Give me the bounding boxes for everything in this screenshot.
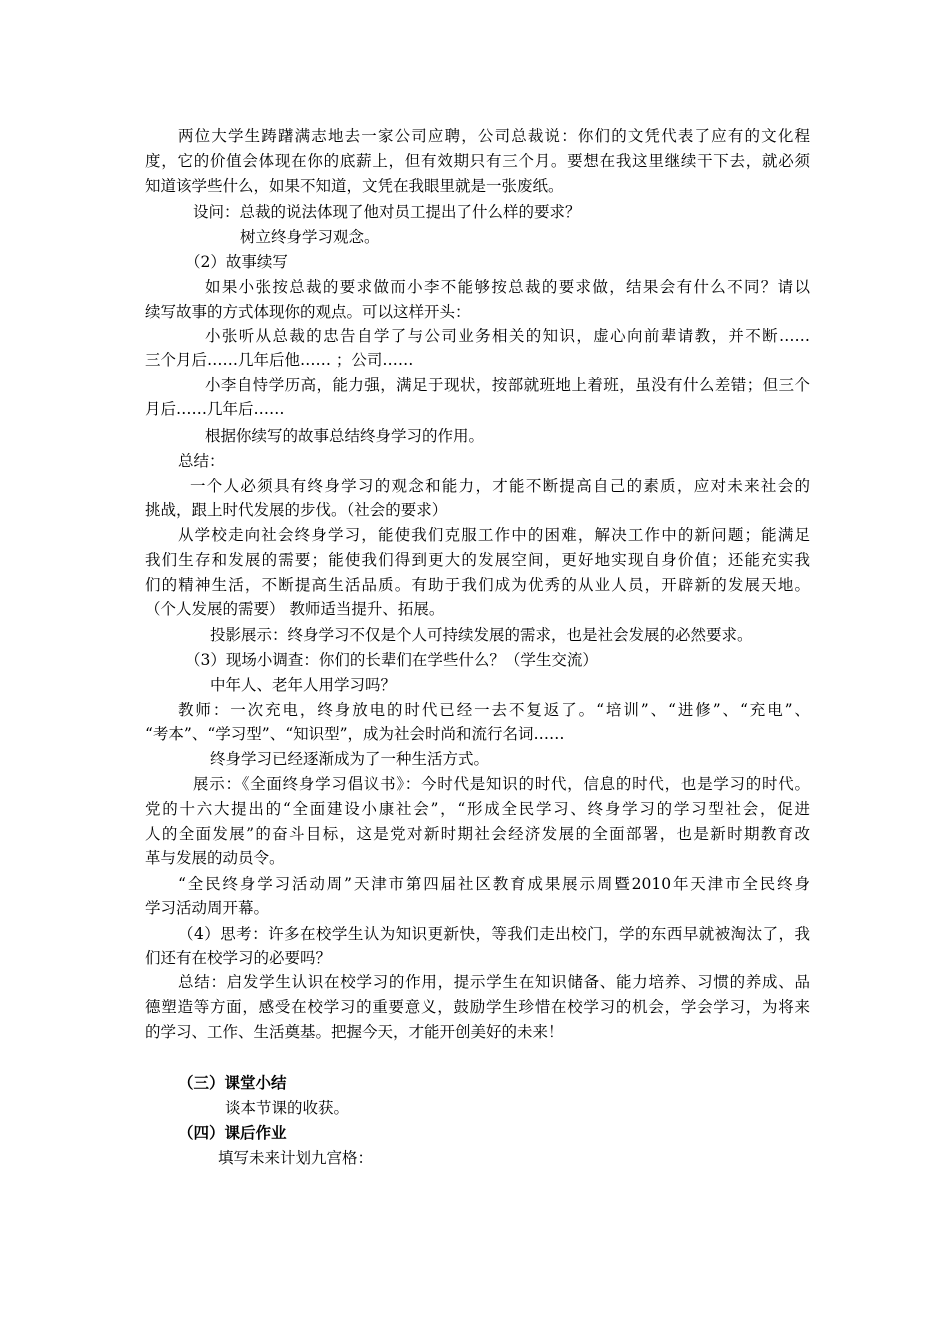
- paragraph-line: 党的十六大提出的“全面建设小康社会”，“形成全民学习、终身学习的学习型社会，促进: [145, 800, 810, 818]
- section-heading-homework: （四）课后作业: [178, 1124, 287, 1142]
- paragraph-line: 三个月后……几年后他…… ；公司……: [145, 351, 414, 369]
- paragraph-line: 中年人、老年人用学习吗？: [210, 676, 397, 694]
- paragraph-line: 们还有在校学习的必要吗？: [145, 949, 332, 967]
- paragraph-line: 的学习、工作、生活奠基。把握今天，才能开创美好的未来！: [145, 1023, 564, 1041]
- paragraph-line: 从学校走向社会终身学习，能使我们克服工作中的困难，解决工作中的新问题；能满足: [178, 526, 810, 544]
- paragraph-line: （个人发展的需要） 教师适当提升、拓展。: [145, 600, 445, 618]
- paragraph-line: 德塑造等方面，感受在校学习的重要意义，鼓励学生珍惜在校学习的机会，学会学习，为将来: [145, 998, 810, 1016]
- paragraph-line: 总结：: [178, 452, 225, 470]
- paragraph-line: 谈本节课的收获。: [225, 1099, 350, 1117]
- paragraph-line: 续写故事的方式体现你的观点。可以这样开头：: [145, 303, 471, 321]
- paragraph-line: 们的精神生活，不断提高生活品质。有助于我们成为优秀的从业人员，开辟新的发展天地。: [145, 576, 810, 594]
- paragraph-line: 填写未来计划九宫格：: [218, 1149, 374, 1167]
- paragraph-line: 知道该学些什么，如果不知道，文凭在我眼里就是一张废纸。: [145, 177, 564, 195]
- paragraph-line: 设问：总裁的说法体现了他对员工提出了什么样的要求？: [193, 203, 581, 221]
- paragraph-line: 挑战，跟上时代发展的步伐。（社会的要求）: [145, 501, 448, 519]
- section-heading-summary: （三）课堂小结: [178, 1074, 287, 1092]
- paragraph-line: “全民终身学习活动周”天津市第四届社区教育成果展示周暨2010年天津市全民终身: [178, 875, 810, 893]
- projection-note: 投影展示：终身学习不仅是个人可持续发展的需求，也是社会发展的必然要求。: [210, 626, 753, 644]
- paragraph-line: 如果小张按总裁的要求做而小李不能够按总裁的要求做，结果会有什么不同？请以: [205, 278, 810, 296]
- paragraph-line: （4）思考：许多在校学生认为知识更新快，等我们走出校门，学的东西早就被淘汰了，我: [178, 925, 810, 943]
- paragraph-line: 终身学习已经逐渐成为了一种生活方式。: [210, 750, 490, 768]
- paragraph-line: 人的全面发展”的奋斗目标，这是党对新时期社会经济发展的全面部署，也是新时期教育改: [145, 825, 810, 843]
- paragraph-line: 总结：启发学生认识在校学习的作用，提示学生在知识储备、能力培养、习惯的养成、品: [178, 973, 810, 991]
- paragraph-line: 革与发展的动员令。: [145, 849, 285, 867]
- paragraph-line: 树立终身学习观念。: [240, 228, 380, 246]
- paragraph-line: 我们生存和发展的需要；能使我们得到更大的发展空间，更好地实现自身价值；还能充实我: [145, 551, 810, 569]
- paragraph-line: 教师：一次充电，终身放电的时代已经一去不复返了。“培训”、“进修”、“充电”、: [178, 701, 810, 719]
- paragraph-line: 月后……几年后……: [145, 400, 285, 418]
- paragraph-line: “考本”、“学习型”、“知识型”，成为社会时尚和流行名词……: [145, 725, 565, 743]
- paragraph-line: 一个人必须具有终身学习的观念和能力，才能不断提高自己的素质，应对未来社会的: [190, 477, 810, 495]
- paragraph-line: 小李自恃学历高，能力强，满足于现状，按部就班地上着班，虽没有什么差错；但三个: [205, 376, 810, 394]
- paragraph-line: 根据你续写的故事总结终身学习的作用。: [205, 427, 485, 445]
- paragraph-line: 展示：《全面终身学习倡议书》：今时代是知识的时代，信息的时代，也是学习的时代。: [193, 775, 810, 793]
- paragraph-line: 度，它的价值会体现在你的底薪上，但有效期只有三个月。要想在我这里继续干下去，就必须: [145, 152, 810, 170]
- section-subheading: （2）故事续写: [185, 253, 288, 271]
- paragraph-line: 小张听从总裁的忠告自学了与公司业务相关的知识，虚心向前辈请教，并不断……: [205, 327, 810, 345]
- paragraph-line: 两位大学生踌躇满志地去一家公司应聘，公司总裁说：你们的文凭代表了应有的文化程: [178, 127, 810, 145]
- paragraph-line: 学习活动周开幕。: [145, 899, 270, 917]
- section-subheading: （3）现场小调查：你们的长辈们在学些什么？（学生交流）: [185, 651, 598, 669]
